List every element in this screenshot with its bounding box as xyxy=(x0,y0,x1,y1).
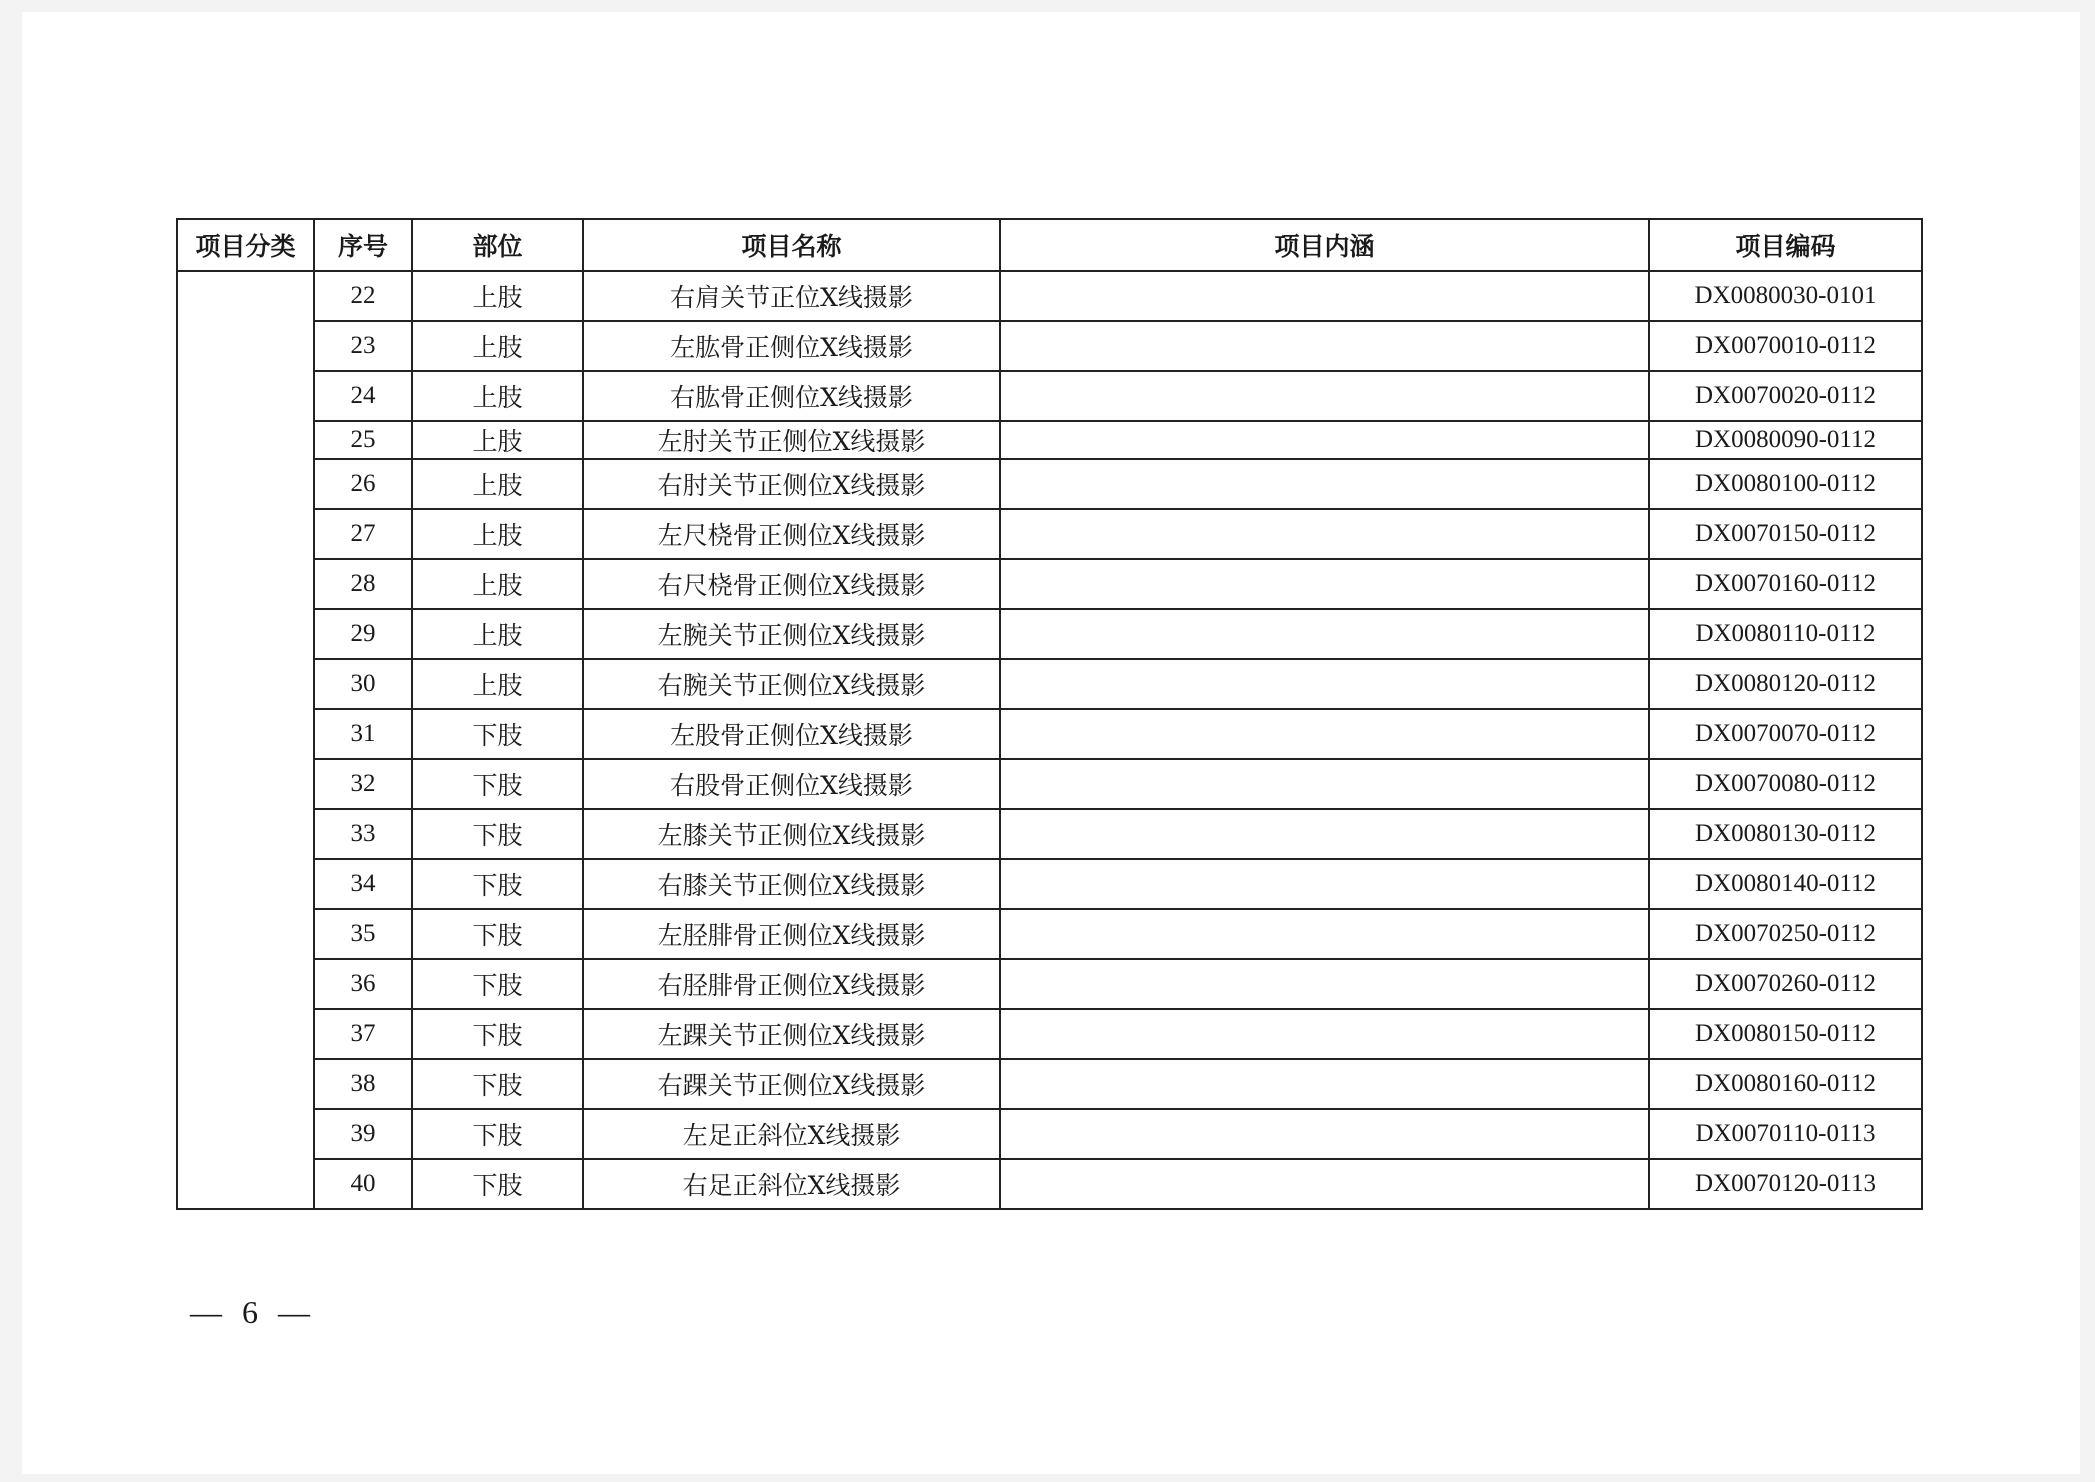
header-part: 部位 xyxy=(412,219,583,271)
part-cell: 上肢 xyxy=(412,509,583,559)
header-code: 项目编码 xyxy=(1649,219,1922,271)
table-row xyxy=(177,609,1922,659)
seq-cell: 36 xyxy=(314,959,412,1009)
part-cell: 上肢 xyxy=(412,659,583,709)
part-cell: 下肢 xyxy=(412,909,583,959)
part-cell: 下肢 xyxy=(412,859,583,909)
name-cell: 左肘关节正侧位X线摄影 xyxy=(583,421,1000,459)
code-cell: DX0070160-0112 xyxy=(1649,559,1922,609)
name-cell: 右肱骨正侧位X线摄影 xyxy=(583,371,1000,421)
part-cell: 上肢 xyxy=(412,371,583,421)
part-cell: 下肢 xyxy=(412,809,583,859)
part-cell: 下肢 xyxy=(412,759,583,809)
seq-cell: 31 xyxy=(314,709,412,759)
content-cell xyxy=(1000,371,1649,421)
code-cell: DX0080140-0112 xyxy=(1649,859,1922,909)
code-cell: DX0070120-0113 xyxy=(1649,1159,1922,1209)
code-cell: DX0080120-0112 xyxy=(1649,659,1922,709)
table-row xyxy=(177,1009,1922,1059)
content-cell xyxy=(1000,859,1649,909)
seq-cell: 25 xyxy=(314,421,412,459)
seq-cell: 29 xyxy=(314,609,412,659)
content-cell xyxy=(1000,609,1649,659)
document-page xyxy=(22,12,2080,1474)
content-cell xyxy=(1000,509,1649,559)
name-cell: 右腕关节正侧位X线摄影 xyxy=(583,659,1000,709)
content-cell xyxy=(1000,459,1649,509)
code-cell: DX0080160-0112 xyxy=(1649,1059,1922,1109)
table-row xyxy=(177,559,1922,609)
code-cell: DX0080030-0101 xyxy=(1649,271,1922,321)
part-cell: 上肢 xyxy=(412,609,583,659)
table-row xyxy=(177,371,1922,421)
code-cell: DX0070260-0112 xyxy=(1649,959,1922,1009)
seq-cell: 23 xyxy=(314,321,412,371)
table-row xyxy=(177,421,1922,459)
seq-cell: 26 xyxy=(314,459,412,509)
seq-cell: 22 xyxy=(314,271,412,321)
table-row xyxy=(177,809,1922,859)
table-row xyxy=(177,759,1922,809)
code-cell: DX0070080-0112 xyxy=(1649,759,1922,809)
name-cell: 左腕关节正侧位X线摄影 xyxy=(583,609,1000,659)
part-cell: 上肢 xyxy=(412,321,583,371)
content-cell xyxy=(1000,321,1649,371)
seq-cell: 34 xyxy=(314,859,412,909)
name-cell: 左股骨正侧位X线摄影 xyxy=(583,709,1000,759)
part-cell: 上肢 xyxy=(412,559,583,609)
table-row xyxy=(177,909,1922,959)
category-cell xyxy=(177,271,314,1209)
name-cell: 左膝关节正侧位X线摄影 xyxy=(583,809,1000,859)
content-cell xyxy=(1000,809,1649,859)
seq-cell: 33 xyxy=(314,809,412,859)
name-cell: 右足正斜位X线摄影 xyxy=(583,1159,1000,1209)
seq-cell: 27 xyxy=(314,509,412,559)
header-category: 项目分类 xyxy=(177,219,314,271)
part-cell: 下肢 xyxy=(412,1059,583,1109)
table-row xyxy=(177,709,1922,759)
seq-cell: 37 xyxy=(314,1009,412,1059)
table-body xyxy=(177,271,1922,1209)
table-row xyxy=(177,321,1922,371)
content-cell xyxy=(1000,1159,1649,1209)
table-header-row xyxy=(177,219,1922,271)
content-cell xyxy=(1000,1059,1649,1109)
seq-cell: 38 xyxy=(314,1059,412,1109)
name-cell: 右膝关节正侧位X线摄影 xyxy=(583,859,1000,909)
name-cell: 右肘关节正侧位X线摄影 xyxy=(583,459,1000,509)
seq-cell: 40 xyxy=(314,1159,412,1209)
table-row xyxy=(177,509,1922,559)
header-name: 项目名称 xyxy=(583,219,1000,271)
content-cell xyxy=(1000,1109,1649,1159)
content-cell xyxy=(1000,959,1649,1009)
part-cell: 下肢 xyxy=(412,1109,583,1159)
seq-cell: 39 xyxy=(314,1109,412,1159)
code-cell: DX0070020-0112 xyxy=(1649,371,1922,421)
part-cell: 下肢 xyxy=(412,959,583,1009)
name-cell: 左踝关节正侧位X线摄影 xyxy=(583,1009,1000,1059)
name-cell: 右股骨正侧位X线摄影 xyxy=(583,759,1000,809)
table-row xyxy=(177,659,1922,709)
content-cell xyxy=(1000,709,1649,759)
content-cell xyxy=(1000,659,1649,709)
items-table xyxy=(176,218,1923,1210)
name-cell: 右胫腓骨正侧位X线摄影 xyxy=(583,959,1000,1009)
name-cell: 右尺桡骨正侧位X线摄影 xyxy=(583,559,1000,609)
seq-cell: 30 xyxy=(314,659,412,709)
code-cell: DX0080130-0112 xyxy=(1649,809,1922,859)
content-cell xyxy=(1000,759,1649,809)
seq-cell: 32 xyxy=(314,759,412,809)
content-cell xyxy=(1000,421,1649,459)
part-cell: 上肢 xyxy=(412,271,583,321)
code-cell: DX0070010-0112 xyxy=(1649,321,1922,371)
content-cell xyxy=(1000,909,1649,959)
name-cell: 左尺桡骨正侧位X线摄影 xyxy=(583,509,1000,559)
code-cell: DX0070110-0113 xyxy=(1649,1109,1922,1159)
code-cell: DX0080150-0112 xyxy=(1649,1009,1922,1059)
table-row xyxy=(177,859,1922,909)
code-cell: DX0080110-0112 xyxy=(1649,609,1922,659)
seq-cell: 24 xyxy=(314,371,412,421)
seq-cell: 28 xyxy=(314,559,412,609)
table-row xyxy=(177,1159,1922,1209)
content-cell xyxy=(1000,559,1649,609)
name-cell: 左胫腓骨正侧位X线摄影 xyxy=(583,909,1000,959)
code-cell: DX0070070-0112 xyxy=(1649,709,1922,759)
table-row xyxy=(177,959,1922,1009)
name-cell: 右踝关节正侧位X线摄影 xyxy=(583,1059,1000,1109)
code-cell: DX0070150-0112 xyxy=(1649,509,1922,559)
part-cell: 上肢 xyxy=(412,459,583,509)
code-cell: DX0080090-0112 xyxy=(1649,421,1922,459)
part-cell: 下肢 xyxy=(412,709,583,759)
name-cell: 左肱骨正侧位X线摄影 xyxy=(583,321,1000,371)
seq-cell: 35 xyxy=(314,909,412,959)
part-cell: 上肢 xyxy=(412,421,583,459)
code-cell: DX0070250-0112 xyxy=(1649,909,1922,959)
name-cell: 左足正斜位X线摄影 xyxy=(583,1109,1000,1159)
table-row xyxy=(177,459,1922,509)
name-cell: 右肩关节正位X线摄影 xyxy=(583,271,1000,321)
part-cell: 下肢 xyxy=(412,1009,583,1059)
code-cell: DX0080100-0112 xyxy=(1649,459,1922,509)
page-number: — 6 — xyxy=(190,1294,316,1330)
table-row xyxy=(177,1109,1922,1159)
part-cell: 下肢 xyxy=(412,1159,583,1209)
content-cell xyxy=(1000,1009,1649,1059)
table-row xyxy=(177,271,1922,321)
table-row xyxy=(177,1059,1922,1109)
content-cell xyxy=(1000,271,1649,321)
header-content: 项目内涵 xyxy=(1000,219,1649,271)
header-seq: 序号 xyxy=(314,219,412,271)
